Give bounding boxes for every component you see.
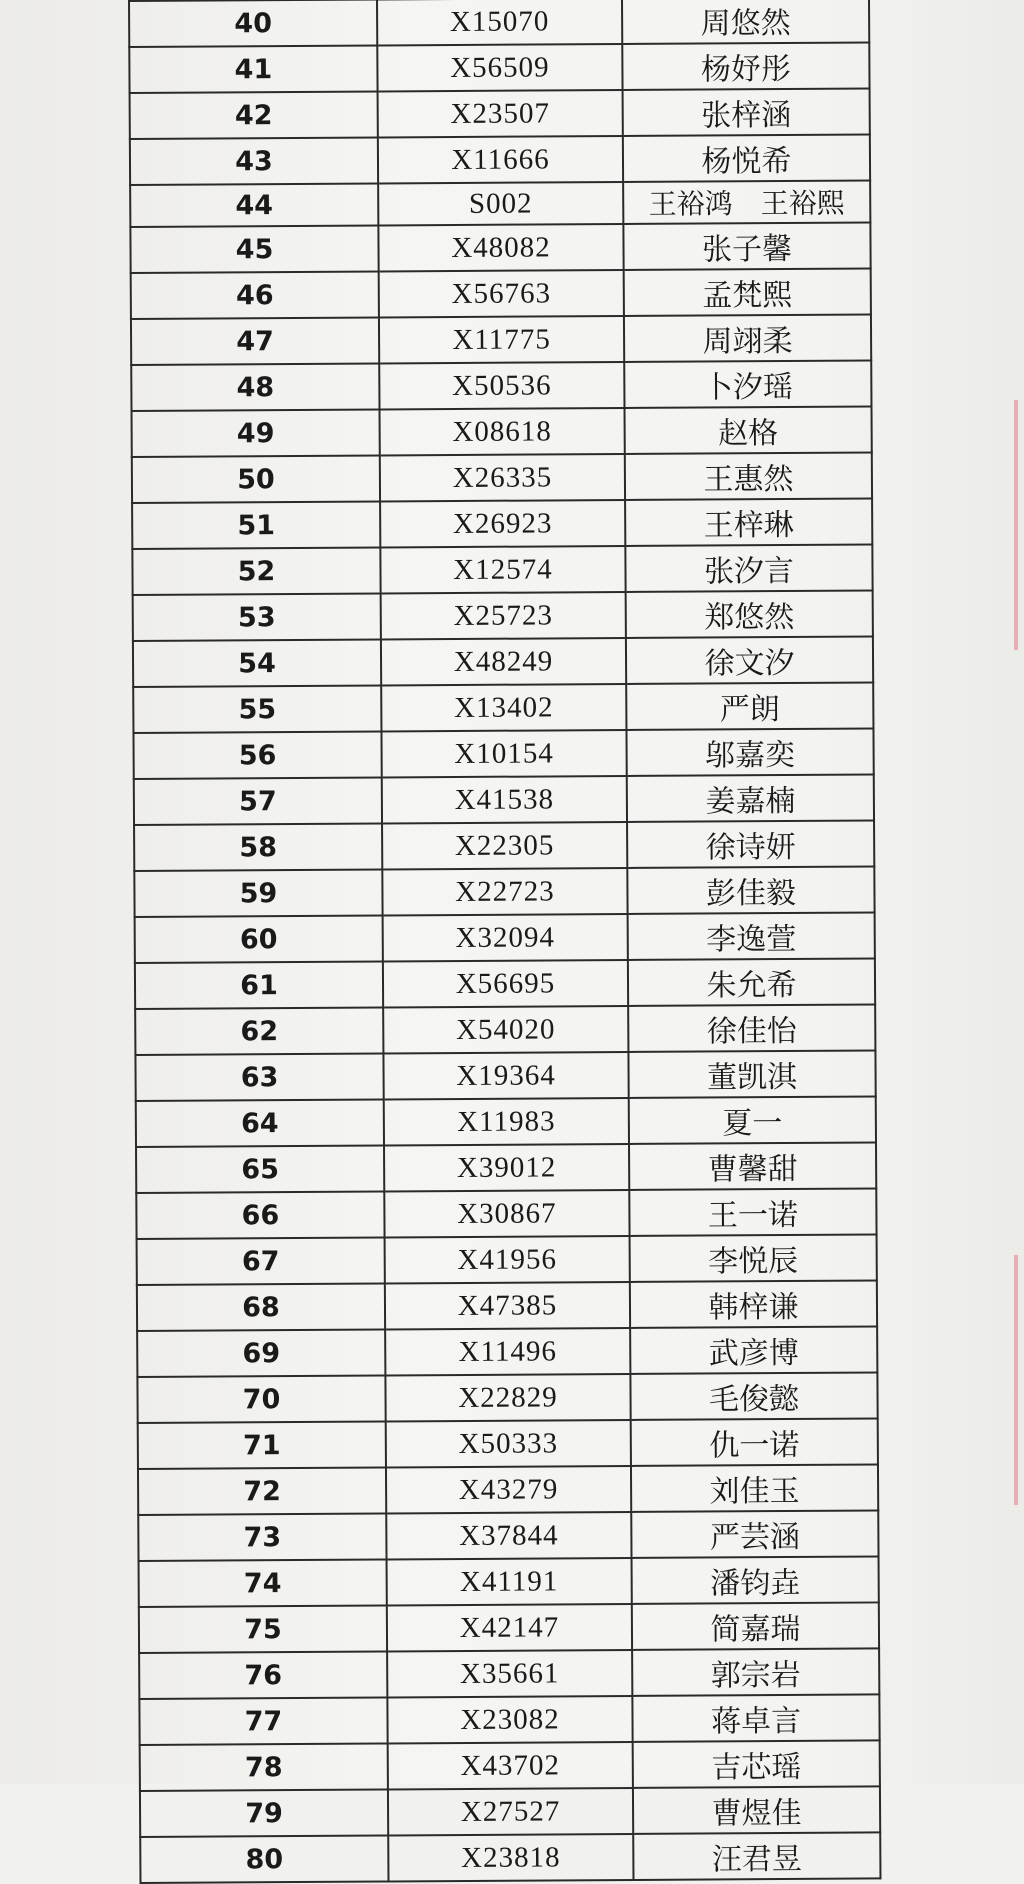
row-number: 57 <box>134 778 382 826</box>
student-id: X22305 <box>382 822 627 869</box>
roster-body <box>129 0 880 1883</box>
student-id: X32094 <box>383 914 628 961</box>
row-number: 46 <box>131 272 379 320</box>
table-row <box>132 453 872 504</box>
student-name: 仇一诺 <box>631 1419 878 1467</box>
student-name: 卜汐瑶 <box>624 361 871 409</box>
student-name: 张梓涵 <box>623 88 870 136</box>
student-name: 王惠然 <box>625 453 872 501</box>
student-name: 赵格 <box>625 407 872 455</box>
row-number: 41 <box>129 45 377 93</box>
table-row <box>139 1557 879 1608</box>
student-id: X35661 <box>387 1650 632 1697</box>
row-number: 48 <box>131 364 379 412</box>
student-name: 严朗 <box>626 683 873 731</box>
student-name: 曹馨甜 <box>629 1143 876 1191</box>
student-name: 刘佳玉 <box>631 1465 878 1513</box>
roster-table <box>128 0 881 1884</box>
table-row <box>129 0 869 47</box>
row-number: 76 <box>139 1652 387 1700</box>
table-row <box>132 407 872 458</box>
row-number: 61 <box>135 962 383 1010</box>
row-number: 70 <box>137 1376 385 1424</box>
student-id: X43702 <box>388 1742 633 1789</box>
row-number: 53 <box>133 594 381 642</box>
table-row <box>135 959 875 1010</box>
student-id: X10154 <box>381 730 626 777</box>
table-row <box>135 913 875 964</box>
row-number: 75 <box>139 1606 387 1654</box>
student-id: X12574 <box>380 546 625 593</box>
row-number: 69 <box>137 1330 385 1378</box>
table-row <box>132 545 872 596</box>
student-id: S002 <box>378 182 623 226</box>
table-row <box>133 637 873 688</box>
student-id: X56763 <box>379 270 624 317</box>
row-number: 42 <box>130 91 378 139</box>
student-id: X26335 <box>380 454 625 501</box>
row-number: 45 <box>130 226 378 274</box>
student-name: 孟梵熙 <box>624 269 871 317</box>
student-id: X11666 <box>378 136 623 183</box>
student-name: 韩梓谦 <box>630 1281 877 1329</box>
student-id: X11983 <box>384 1098 629 1145</box>
table-row <box>131 361 871 412</box>
row-number: 64 <box>136 1100 384 1148</box>
student-name: 杨悦希 <box>623 134 870 182</box>
student-id: X41191 <box>387 1558 632 1605</box>
student-name: 周悠然 <box>622 0 869 44</box>
student-name: 潘钧垚 <box>632 1557 879 1605</box>
student-name: 周翊柔 <box>624 315 871 363</box>
table-row <box>136 1097 876 1148</box>
table-row <box>133 591 873 642</box>
student-id: X23082 <box>387 1696 632 1743</box>
table-row <box>134 821 874 872</box>
row-number: 79 <box>140 1790 388 1838</box>
row-number: 59 <box>134 870 382 918</box>
student-name: 王梓琳 <box>625 499 872 547</box>
student-id: X41538 <box>382 776 627 823</box>
student-id: X37844 <box>386 1512 631 1559</box>
student-name: 李逸萱 <box>628 913 875 961</box>
table-row <box>131 269 871 320</box>
row-number: 77 <box>139 1698 387 1746</box>
student-name: 毛俊懿 <box>630 1373 877 1421</box>
student-id: X50536 <box>379 362 624 409</box>
table-row <box>137 1327 877 1378</box>
table-row <box>135 1005 875 1056</box>
table-row <box>134 775 874 826</box>
student-name: 王一诺 <box>629 1189 876 1237</box>
row-number: 65 <box>136 1146 384 1194</box>
student-name: 汪君昱 <box>633 1833 880 1881</box>
row-number: 43 <box>130 137 378 185</box>
row-number: 56 <box>133 732 381 780</box>
student-id: X50333 <box>386 1420 631 1467</box>
table-row <box>134 867 874 918</box>
row-number: 54 <box>133 640 381 688</box>
student-name: 蒋卓言 <box>632 1695 879 1743</box>
student-name: 严芸涵 <box>631 1511 878 1559</box>
student-id: X11496 <box>385 1328 630 1375</box>
student-id: X23507 <box>378 90 623 137</box>
row-number: 55 <box>133 686 381 734</box>
student-name: 董凯淇 <box>628 1051 875 1099</box>
student-id: X48249 <box>381 638 626 685</box>
table-row <box>130 180 870 227</box>
student-name: 徐佳怡 <box>628 1005 875 1053</box>
row-number: 66 <box>136 1192 384 1240</box>
row-number: 44 <box>130 183 378 227</box>
table-row <box>130 134 870 185</box>
table-row <box>140 1833 880 1884</box>
student-name: 夏一 <box>629 1097 876 1145</box>
row-number: 49 <box>132 410 380 458</box>
student-id: X56695 <box>383 960 628 1007</box>
student-name: 郭宗岩 <box>632 1649 879 1697</box>
table-row <box>137 1281 877 1332</box>
table-row <box>131 315 871 366</box>
student-name: 邬嘉奕 <box>626 729 873 777</box>
table-row <box>132 499 872 550</box>
row-number: 80 <box>140 1836 388 1884</box>
student-id: X22723 <box>382 868 627 915</box>
student-name: 姜嘉楠 <box>627 775 874 823</box>
table-row <box>133 729 873 780</box>
student-id: X43279 <box>386 1466 631 1513</box>
table-row <box>138 1419 878 1470</box>
student-name: 郑悠然 <box>626 591 873 639</box>
student-id: X27527 <box>388 1788 633 1835</box>
table-row <box>138 1465 878 1516</box>
student-id: X19364 <box>383 1052 628 1099</box>
student-name: 王裕鸿 王裕熙 <box>623 180 870 224</box>
red-seal-stamp-bottom <box>992 1255 1018 1505</box>
row-number: 67 <box>137 1238 385 1286</box>
row-number: 50 <box>132 456 380 504</box>
row-number: 72 <box>138 1468 386 1516</box>
student-name: 徐文汐 <box>626 637 873 685</box>
table-row <box>138 1511 878 1562</box>
row-number: 52 <box>132 548 380 596</box>
student-id: X22829 <box>385 1374 630 1421</box>
table-row <box>137 1235 877 1286</box>
student-id: X39012 <box>384 1144 629 1191</box>
student-name: 杨妤彤 <box>622 42 869 90</box>
row-number: 74 <box>139 1560 387 1608</box>
student-id: X15070 <box>377 0 622 45</box>
student-id: X42147 <box>387 1604 632 1651</box>
table-row <box>133 683 873 734</box>
table-row <box>130 223 870 274</box>
student-id: X48082 <box>378 224 623 271</box>
student-id: X56509 <box>377 44 622 91</box>
table-row <box>129 42 869 93</box>
student-id: X23818 <box>388 1834 633 1881</box>
row-number: 78 <box>140 1744 388 1792</box>
row-number: 51 <box>132 502 380 550</box>
student-name: 张子馨 <box>623 223 870 271</box>
student-name: 曹煜佳 <box>633 1787 880 1835</box>
student-name: 张汐言 <box>625 545 872 593</box>
student-id: X30867 <box>384 1190 629 1237</box>
row-number: 60 <box>135 916 383 964</box>
student-name: 彭佳毅 <box>627 867 874 915</box>
student-id: X41956 <box>385 1236 630 1283</box>
student-id: X08618 <box>380 408 625 455</box>
student-id: X25723 <box>381 592 626 639</box>
student-name: 李悦辰 <box>630 1235 877 1283</box>
student-id: X47385 <box>385 1282 630 1329</box>
row-number: 71 <box>138 1422 386 1470</box>
student-name: 徐诗妍 <box>627 821 874 869</box>
student-name: 简嘉瑞 <box>632 1603 879 1651</box>
row-number: 73 <box>138 1514 386 1562</box>
student-id: X26923 <box>380 500 625 547</box>
student-id: X54020 <box>383 1006 628 1053</box>
table-row <box>140 1787 880 1838</box>
student-name: 武彦博 <box>630 1327 877 1375</box>
row-number: 68 <box>137 1284 385 1332</box>
table-row <box>139 1603 879 1654</box>
student-id: X11775 <box>379 316 624 363</box>
row-number: 63 <box>135 1054 383 1102</box>
red-seal-stamp-top <box>992 400 1018 650</box>
row-number: 62 <box>135 1008 383 1056</box>
student-name: 朱允希 <box>628 959 875 1007</box>
row-number: 40 <box>129 0 377 47</box>
table-row <box>135 1051 875 1102</box>
table-row <box>137 1373 877 1424</box>
table-row <box>139 1649 879 1700</box>
row-number: 47 <box>131 318 379 366</box>
table-row <box>136 1189 876 1240</box>
student-id: X13402 <box>381 684 626 731</box>
table-row <box>139 1695 879 1746</box>
row-number: 58 <box>134 824 382 872</box>
student-name: 吉芯瑶 <box>633 1741 880 1789</box>
table-row <box>130 88 870 139</box>
table-row <box>136 1143 876 1194</box>
